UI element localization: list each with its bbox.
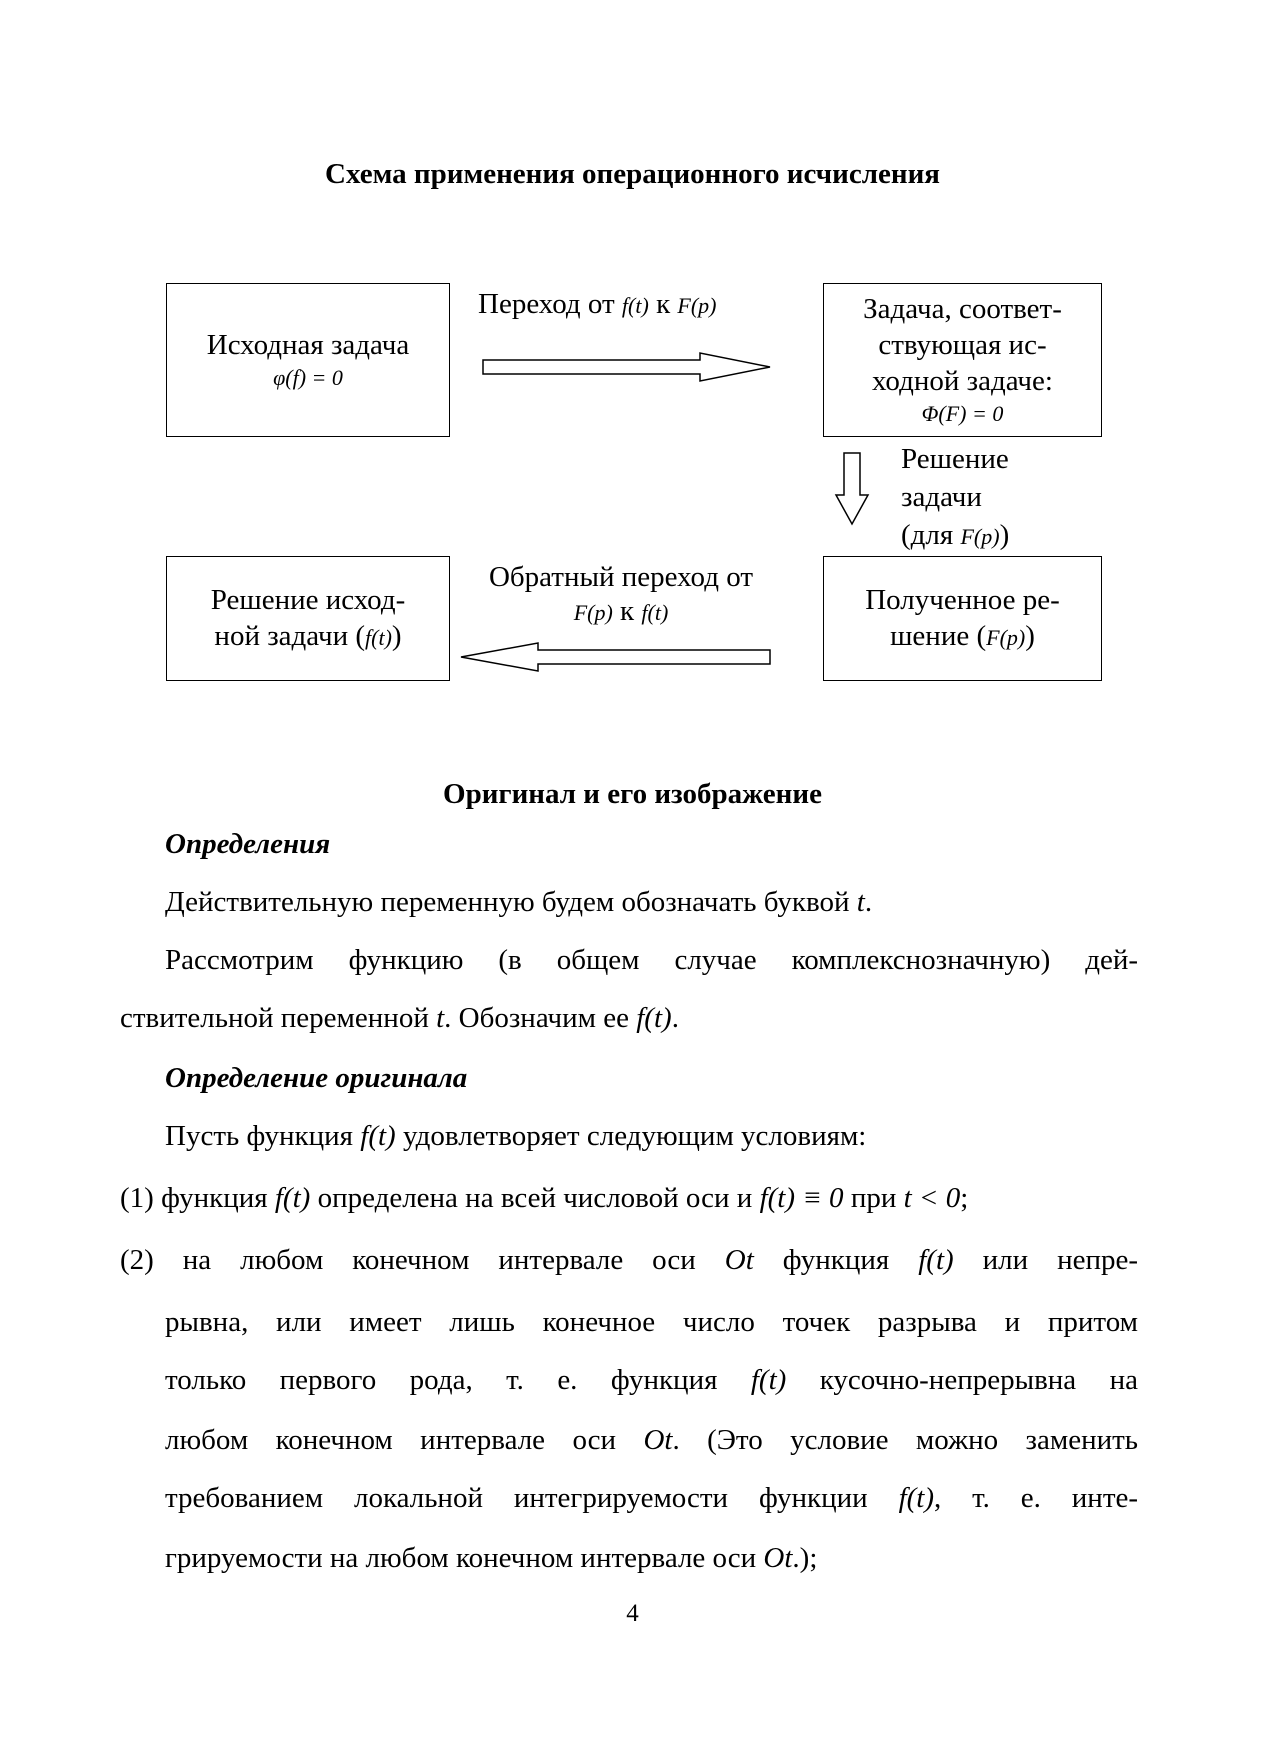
definitions-heading: Определения [165,828,331,860]
section-title: Оригинал и его изображение [443,778,822,810]
paragraph-1: Действительную переменную будем обозначать буквой t. [165,886,873,918]
box-image-task [823,283,1102,437]
transition-back-label: Обратный переход от F(p) к f(t) [488,561,753,627]
paragraph-2-line1: Рассмотрим функцию (в общем случае комплекснозначную) дей- [165,944,1138,976]
transition-top-label: Переход от f(t) к F(p) [478,288,717,320]
box-image-line2: ствующая ис- [878,329,1047,361]
box-initial-task [166,283,450,437]
paragraph-2-line2: ствительной переменной t. Обозначим ее f(t). [120,1002,679,1034]
arrow-right-icon [480,350,775,384]
condition-2-line1: (2) на любом конечном интервале оси Ot функция f(t) или непре- [120,1244,1139,1276]
box-initial-formula: φ(f) = 0 [273,365,343,390]
box-obtained-solution [823,556,1102,681]
box-obtained-line1: Полученное ре- [865,583,1060,616]
condition-1: (1) функция f(t) определена на всей числовой оси и f(t) ≡ 0 при t < 0; [120,1182,969,1214]
box-solution-line2: ной задачи (f(t)) [214,619,402,652]
box-solution [166,556,450,681]
paragraph-3: Пусть функция f(t) удовлетворяет следующим условиям: [165,1120,867,1152]
box-solution-line1: Решение исход- [210,583,406,616]
arrow-left-icon [458,640,773,674]
original-heading: Определение оригинала [165,1062,468,1094]
condition-2-line2: рывна, или имеет лишь конечное число точек разрыва и притом [165,1306,1138,1338]
solve-label: Решение задачи (для F(p)) [901,443,1010,551]
box-initial-label: Исходная задача [206,329,410,361]
condition-2-line4: любом конечном интервале оси Ot. (Это условие можно заменить [165,1424,1139,1456]
box-image-formula: Φ(F) = 0 [921,401,1004,426]
page-number: 4 [626,1600,639,1627]
schema-title: Схема применения операционного исчисления [325,158,940,190]
box-image-line1: Задача, соответ- [863,293,1062,325]
arrow-down-icon [833,450,871,528]
box-image-line3: ходной задаче: [872,365,1053,397]
condition-2-line5: требованием локальной интегрируемости функции f(t), т. е. инте- [165,1482,1139,1514]
condition-2-line3: только первого рода, т. е. функция f(t) кусочно-непрерывна на [165,1364,1138,1396]
box-obtained-line2: шение (F(p)) [890,619,1035,652]
condition-2-line6: грируемости на любом конечном интервале оси Ot.); [165,1542,818,1574]
